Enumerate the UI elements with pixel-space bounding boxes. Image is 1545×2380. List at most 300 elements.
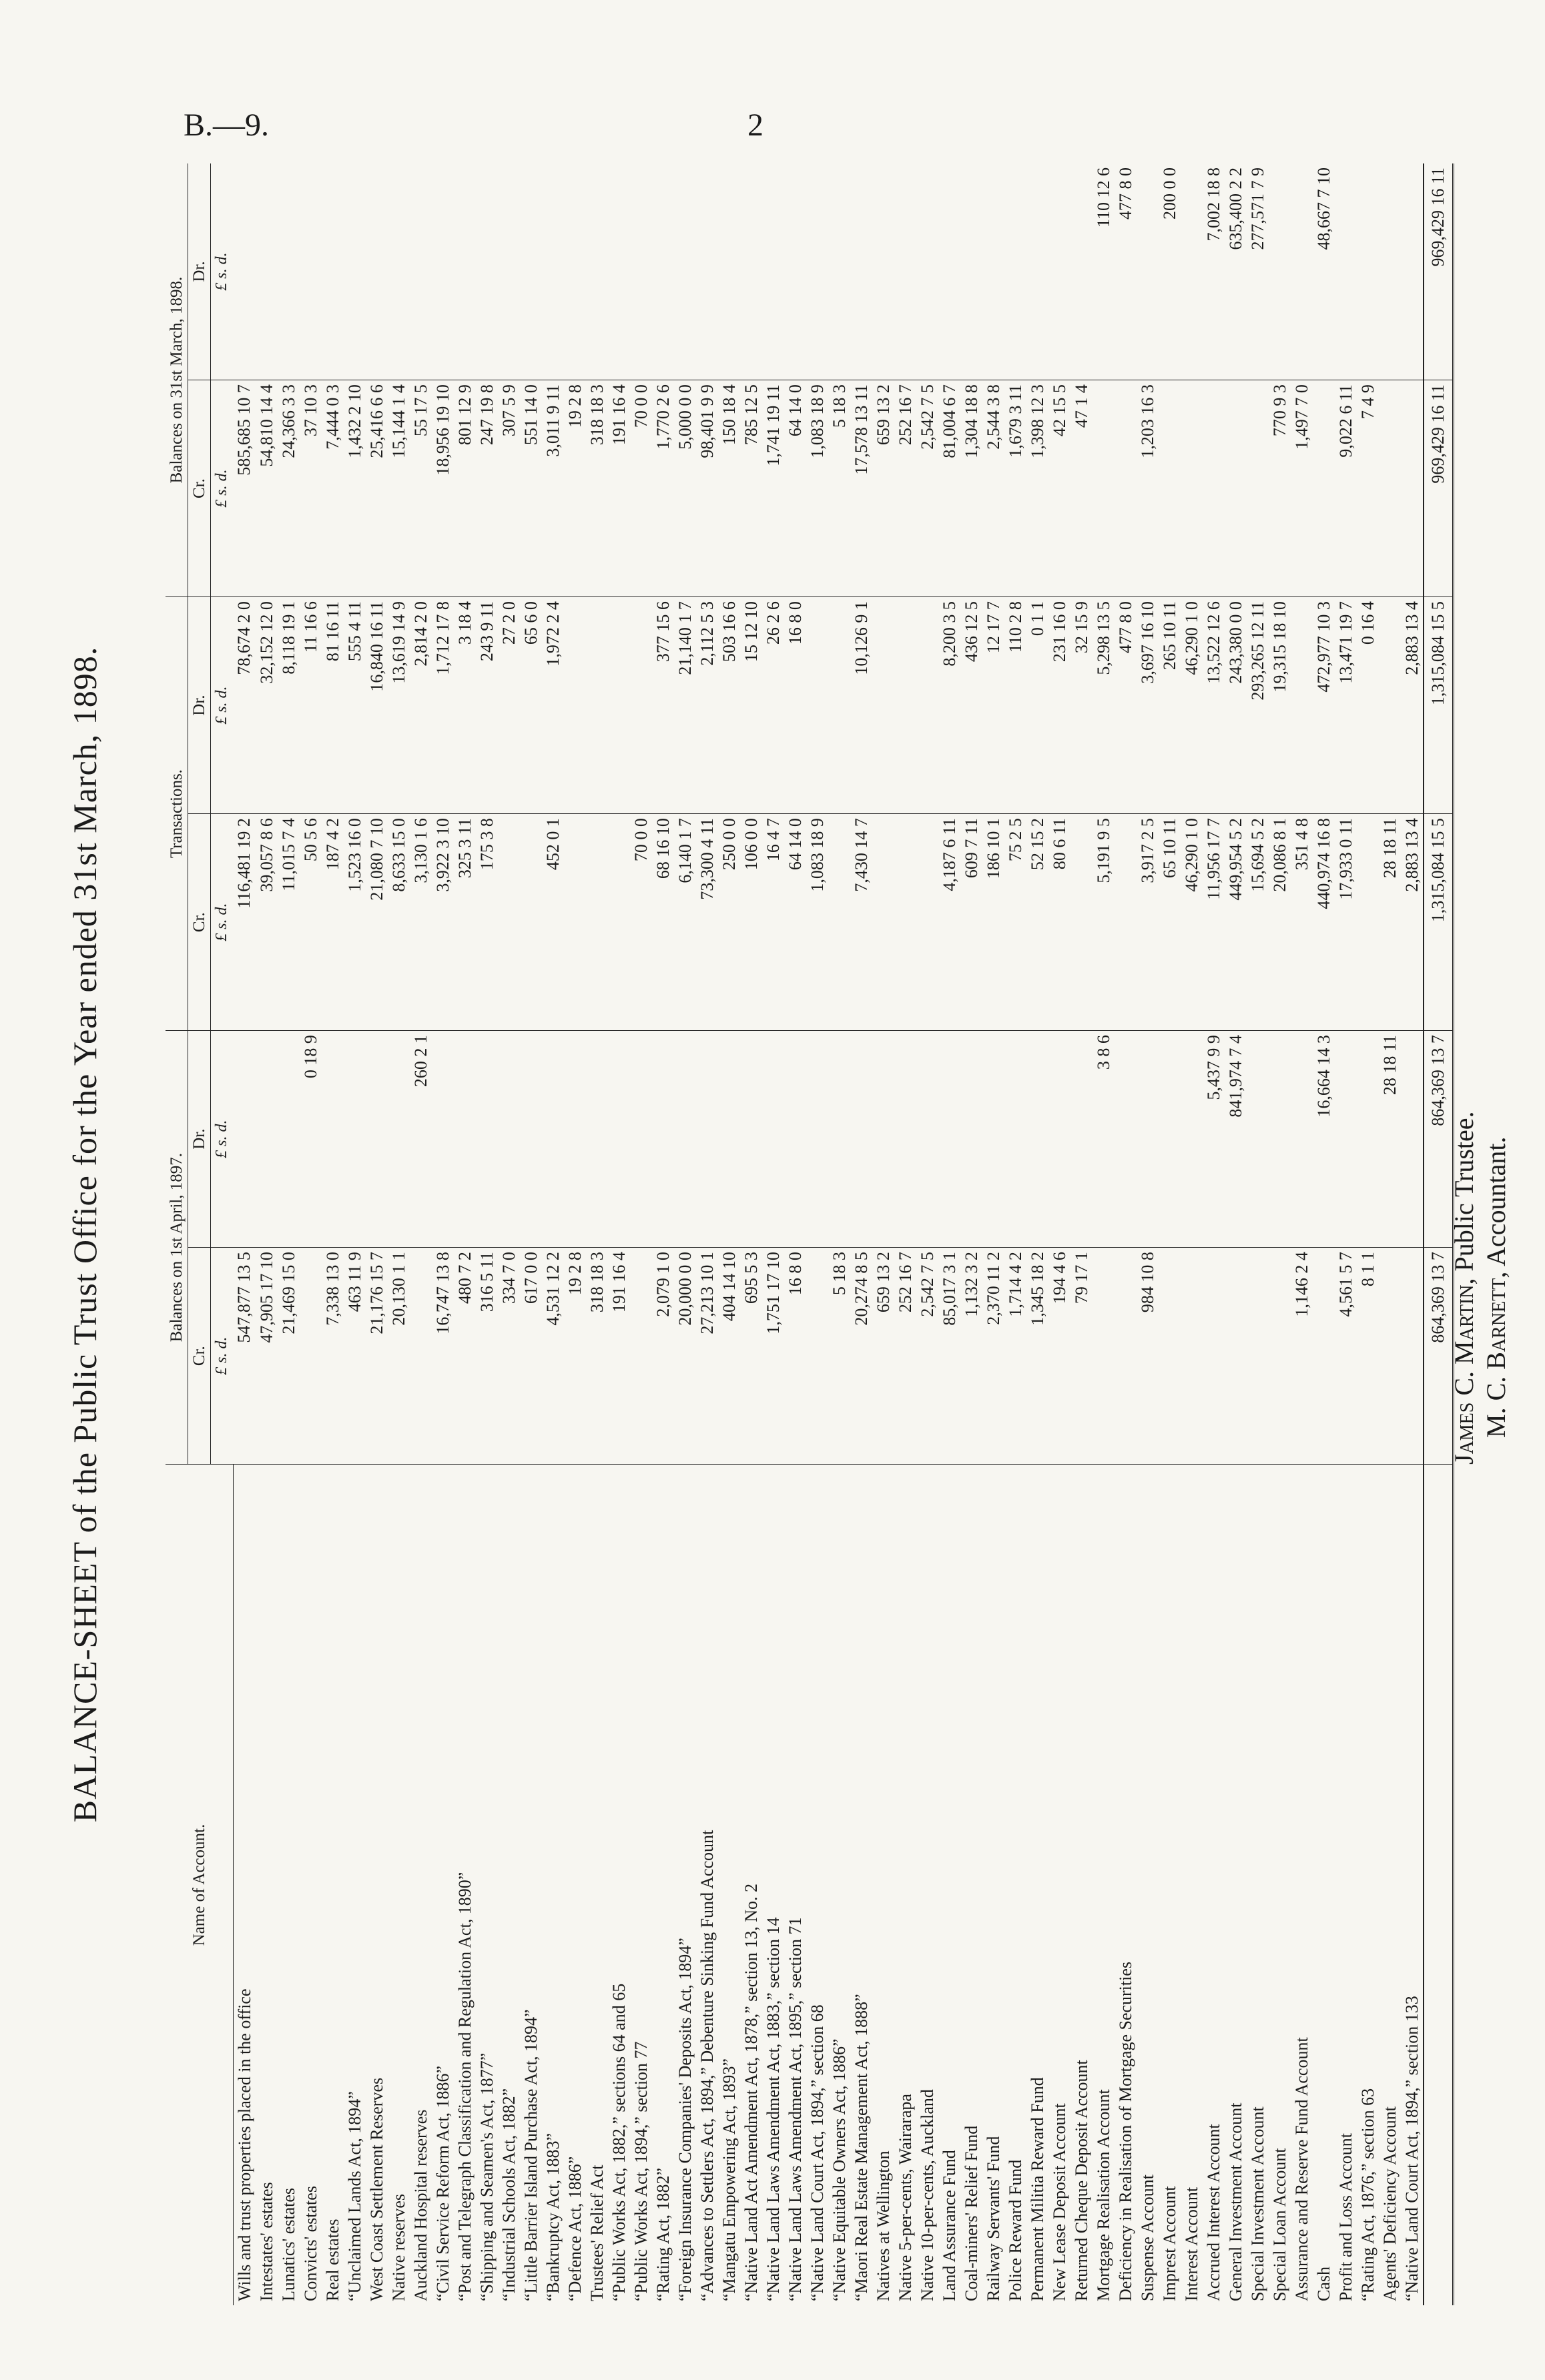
amount-closing-cr: 5,000 0 0	[674, 380, 696, 597]
account-name: Railway Servants' Fund	[982, 1465, 1004, 2305]
table-row	[233, 163, 256, 2305]
amount-transactions-cr: 3,917 2 5	[1137, 814, 1159, 1031]
units-label: £ s. d.	[211, 1031, 234, 1248]
amount-opening-cr	[630, 1248, 652, 1465]
amount-opening-dr	[652, 1031, 674, 1248]
amount-opening-dr	[1247, 1031, 1269, 1248]
amount-closing-cr: 801 12 9	[454, 380, 476, 597]
amount-opening-cr	[1247, 1248, 1269, 1465]
amount-closing-dr: 277,571 7 9	[1247, 163, 1269, 380]
account-name: “Native Land Laws Amendment Act, 1895,” section 71	[784, 1465, 806, 2305]
table-row	[256, 163, 278, 2305]
table-row	[586, 163, 608, 2305]
amount-transactions-dr: 13,522 12 6	[1203, 597, 1225, 814]
amount-opening-cr: 21,469 15 0	[278, 1248, 300, 1465]
amount-opening-dr	[1269, 1031, 1291, 1248]
amount-transactions-dr: 15 12 10	[740, 597, 762, 814]
account-name: New Lease Deposit Account	[1048, 1465, 1070, 2305]
table-row	[542, 163, 564, 2305]
amount-transactions-dr: 26 2 6	[762, 597, 784, 814]
amount-opening-cr: 463 11 9	[344, 1248, 366, 1465]
amount-closing-cr: 1,432 2 10	[344, 380, 366, 597]
amount-transactions-dr	[872, 597, 894, 814]
amount-closing-dr: 200 0 0	[1159, 163, 1181, 380]
table-row	[1159, 163, 1181, 2305]
amount-opening-dr	[850, 1031, 872, 1248]
account-name: “Native Land Act Amendment Act, 1878,” section 13, No. 2	[740, 1465, 762, 2305]
amount-transactions-cr: 16 4 7	[762, 814, 784, 1031]
amount-opening-cr: 19 2 8	[564, 1248, 586, 1465]
table-row	[652, 163, 674, 2305]
amount-closing-dr	[938, 163, 960, 380]
amount-closing-dr	[608, 163, 630, 380]
amount-opening-cr: 8 1 1	[1357, 1248, 1379, 1465]
amount-transactions-dr: 46,290 1 0	[1181, 597, 1203, 814]
amount-closing-dr	[322, 163, 344, 380]
table-row	[564, 163, 586, 2305]
amount-closing-dr	[960, 163, 982, 380]
account-name: “Civil Service Reform Act, 1886”	[432, 1465, 454, 2305]
subheader-cr: Cr.	[188, 380, 211, 597]
total-closing-dr: 969,429 16 11	[1424, 163, 1454, 380]
table-row	[1004, 163, 1026, 2305]
amount-opening-dr	[740, 1031, 762, 1248]
account-name: Returned Cheque Deposit Account	[1070, 1465, 1093, 2305]
table-row	[410, 163, 432, 2305]
table-row	[762, 163, 784, 2305]
amount-transactions-dr: 3 18 4	[454, 597, 476, 814]
account-name: Permanent Militia Reward Fund	[1026, 1465, 1048, 2305]
amount-opening-cr: 4,561 5 7	[1335, 1248, 1357, 1465]
account-name: “Advances to Settlers Act, 1894,” Debenture Sinking Fund Account	[696, 1465, 718, 2305]
amount-transactions-dr	[828, 597, 850, 814]
amount-transactions-dr	[916, 597, 938, 814]
table-row	[1247, 163, 1269, 2305]
amount-closing-cr: 1,398 12 3	[1026, 380, 1048, 597]
amount-opening-dr	[388, 1031, 410, 1248]
amount-opening-dr: 16,664 14 3	[1313, 1031, 1335, 1248]
amount-transactions-dr	[806, 597, 828, 814]
subheader-cr: Cr.	[188, 1248, 211, 1465]
amount-transactions-cr: 11,015 7 4	[278, 814, 300, 1031]
amount-closing-cr: 659 13 2	[872, 380, 894, 597]
account-name: Special Loan Account	[1269, 1465, 1291, 2305]
amount-transactions-dr: 503 16 6	[718, 597, 740, 814]
amount-transactions-cr	[608, 814, 630, 1031]
subheader-dr: Dr.	[188, 597, 211, 814]
table-row	[630, 163, 652, 2305]
amount-transactions-dr	[894, 597, 916, 814]
table-row	[1093, 163, 1115, 2305]
table-row	[1026, 163, 1048, 2305]
signatory-role: Accountant.	[1481, 1136, 1511, 1266]
amount-closing-dr	[916, 163, 938, 380]
account-name: “Foreign Insurance Companies' Deposits Act, 1894”	[674, 1465, 696, 2305]
amount-opening-dr	[454, 1031, 476, 1248]
amount-opening-cr	[1401, 1248, 1424, 1465]
account-name: Special Investment Account	[1247, 1465, 1269, 2305]
account-name: Wills and trust properties placed in the office	[233, 1465, 256, 2305]
table-row	[1357, 163, 1379, 2305]
balance-sheet-table	[166, 163, 1454, 2305]
amount-transactions-cr: 20,086 8 1	[1269, 814, 1291, 1031]
amount-opening-cr: 659 13 2	[872, 1248, 894, 1465]
amount-closing-cr: 47 1 4	[1070, 380, 1093, 597]
amount-closing-dr	[476, 163, 498, 380]
amount-closing-dr	[696, 163, 718, 380]
amount-transactions-cr: 452 0 1	[542, 814, 564, 1031]
amount-opening-cr: 20,130 1 1	[388, 1248, 410, 1465]
amount-closing-dr	[278, 163, 300, 380]
table-row	[828, 163, 850, 2305]
amount-closing-dr	[366, 163, 388, 380]
amount-closing-cr: 70 0 0	[630, 380, 652, 597]
amount-transactions-cr: 39,057 8 6	[256, 814, 278, 1031]
amount-closing-cr	[1115, 380, 1137, 597]
document-title: BALANCE-SHEET of the Public Trust Office for the Year ended 31st March, 1898.	[66, 646, 103, 1823]
amount-opening-dr	[564, 1031, 586, 1248]
amount-closing-dr	[300, 163, 322, 380]
units-label: £ s. d.	[211, 597, 234, 814]
amount-closing-cr: 19 2 8	[564, 380, 586, 597]
amount-closing-dr	[388, 163, 410, 380]
amount-opening-cr: 480 7 2	[454, 1248, 476, 1465]
amount-closing-dr	[652, 163, 674, 380]
amount-transactions-dr: 27 2 0	[498, 597, 520, 814]
table-row	[476, 163, 498, 2305]
amount-transactions-dr: 32 15 9	[1070, 597, 1093, 814]
account-name: Mortgage Realisation Account	[1093, 1465, 1115, 2305]
amount-closing-cr: 1,304 18 8	[960, 380, 982, 597]
amount-transactions-cr: 73,300 4 11	[696, 814, 718, 1031]
account-name: “Native Land Court Act, 1894,” section 133	[1401, 1465, 1424, 2305]
amount-transactions-cr: 2,883 13 4	[1401, 814, 1424, 1031]
amount-opening-dr	[762, 1031, 784, 1248]
amount-opening-cr	[1159, 1248, 1181, 1465]
amount-transactions-cr: 15,694 5 2	[1247, 814, 1269, 1031]
amount-closing-cr: 1,497 7 0	[1291, 380, 1313, 597]
amount-closing-dr	[894, 163, 916, 380]
amount-closing-cr: 191 16 4	[608, 380, 630, 597]
amount-opening-dr	[872, 1031, 894, 1248]
signatures	[1448, 1111, 1512, 1465]
amount-transactions-dr: 8,200 3 5	[938, 597, 960, 814]
amount-transactions-cr: 609 7 11	[960, 814, 982, 1031]
amount-opening-cr: 27,213 10 1	[696, 1248, 718, 1465]
amount-transactions-dr: 11 16 6	[300, 597, 322, 814]
amount-transactions-cr: 3,922 3 10	[432, 814, 454, 1031]
amount-closing-cr: 247 19 8	[476, 380, 498, 597]
table-row	[850, 163, 872, 2305]
table-row	[1401, 163, 1424, 2305]
amount-transactions-cr: 6,140 1 7	[674, 814, 696, 1031]
amount-transactions-dr: 13,619 14 9	[388, 597, 410, 814]
account-name: Accrued Interest Account	[1203, 1465, 1225, 2305]
amount-closing-dr	[520, 163, 542, 380]
amount-transactions-cr: 65 10 11	[1159, 814, 1181, 1031]
amount-transactions-dr: 16 8 0	[784, 597, 806, 814]
amount-opening-dr	[278, 1031, 300, 1248]
amount-transactions-dr: 293,265 12 11	[1247, 597, 1269, 814]
amount-opening-dr	[322, 1031, 344, 1248]
amount-transactions-dr: 10,126 9 1	[850, 597, 872, 814]
amount-closing-dr	[564, 163, 586, 380]
amount-closing-dr	[674, 163, 696, 380]
amount-transactions-cr: 8,633 15 0	[388, 814, 410, 1031]
amount-transactions-dr: 2,883 13 4	[1401, 597, 1424, 814]
amount-closing-cr: 98,401 9 9	[696, 380, 718, 597]
amount-transactions-cr: 50 5 6	[300, 814, 322, 1031]
amount-transactions-dr: 0 16 4	[1357, 597, 1379, 814]
amount-closing-cr	[1203, 380, 1225, 597]
amount-closing-cr: 9,022 6 11	[1335, 380, 1357, 597]
amount-transactions-dr: 78,674 2 0	[233, 597, 256, 814]
amount-opening-cr: 1,345 18 2	[1026, 1248, 1048, 1465]
amount-opening-dr: 841,974 7 4	[1225, 1031, 1247, 1248]
amount-transactions-cr: 3,130 1 6	[410, 814, 432, 1031]
amount-transactions-dr: 555 4 11	[344, 597, 366, 814]
units-label: £ s. d.	[211, 380, 234, 597]
amount-opening-cr	[1093, 1248, 1115, 1465]
account-name: Convicts' estates	[300, 1465, 322, 2305]
amount-opening-cr	[1379, 1248, 1401, 1465]
units-label: £ s. d.	[211, 163, 234, 380]
amount-transactions-cr	[1115, 814, 1137, 1031]
amount-closing-cr: 37 10 3	[300, 380, 322, 597]
amount-transactions-dr: 2,814 2 0	[410, 597, 432, 814]
amount-transactions-dr	[564, 597, 586, 814]
amount-opening-dr	[1048, 1031, 1070, 1248]
amount-opening-cr: 7,338 13 0	[322, 1248, 344, 1465]
table-row	[1181, 163, 1203, 2305]
amount-closing-cr: 3,011 9 11	[542, 380, 564, 597]
group-header-transactions: Transactions.	[166, 597, 188, 1031]
amount-opening-dr	[1026, 1031, 1048, 1248]
amount-opening-dr	[1070, 1031, 1093, 1248]
page-number: 2	[747, 107, 763, 143]
amount-opening-dr	[960, 1031, 982, 1248]
amount-opening-cr: 547,877 13 5	[233, 1248, 256, 1465]
amount-opening-cr: 617 0 0	[520, 1248, 542, 1465]
amount-closing-dr	[1401, 163, 1424, 380]
amount-opening-cr: 191 16 4	[608, 1248, 630, 1465]
account-name: Suspense Account	[1137, 1465, 1159, 2305]
table-row	[278, 163, 300, 2305]
table-row	[1203, 163, 1225, 2305]
amount-opening-dr	[432, 1031, 454, 1248]
account-name: Lunatics' estates	[278, 1465, 300, 2305]
amount-closing-dr	[1137, 163, 1159, 380]
amount-opening-dr	[938, 1031, 960, 1248]
amount-transactions-cr: 106 0 0	[740, 814, 762, 1031]
amount-transactions-cr: 186 10 1	[982, 814, 1004, 1031]
amount-opening-dr: 5,437 9 9	[1203, 1031, 1225, 1248]
amount-closing-dr	[410, 163, 432, 380]
table-row	[784, 163, 806, 2305]
amount-transactions-dr: 477 8 0	[1115, 597, 1137, 814]
amount-opening-cr: 79 17 1	[1070, 1248, 1093, 1465]
amount-opening-dr	[476, 1031, 498, 1248]
amount-transactions-dr: 1,972 2 4	[542, 597, 564, 814]
account-name: Profit and Loss Account	[1335, 1465, 1357, 2305]
account-name: Interest Account	[1181, 1465, 1203, 2305]
account-name: Police Reward Fund	[1004, 1465, 1026, 2305]
amount-transactions-cr: 52 15 2	[1026, 814, 1048, 1031]
account-name: Auckland Hospital reserves	[410, 1465, 432, 2305]
amount-opening-cr: 252 16 7	[894, 1248, 916, 1465]
amount-opening-cr	[1181, 1248, 1203, 1465]
amount-closing-dr	[806, 163, 828, 380]
total-opening-cr: 864,369 13 7	[1424, 1248, 1454, 1465]
amount-opening-dr	[1291, 1031, 1313, 1248]
amount-closing-dr	[1004, 163, 1026, 380]
amount-transactions-cr	[916, 814, 938, 1031]
amount-closing-dr	[233, 163, 256, 380]
amount-closing-dr	[1379, 163, 1401, 380]
table-row	[300, 163, 322, 2305]
amount-transactions-cr	[828, 814, 850, 1031]
amount-transactions-cr: 17,933 0 11	[1335, 814, 1357, 1031]
amount-transactions-dr: 231 16 0	[1048, 597, 1070, 814]
amount-closing-dr	[1070, 163, 1093, 380]
account-name: “Little Barrier Island Purchase Act, 1894”	[520, 1465, 542, 2305]
account-name: “Bankruptcy Act, 1883”	[542, 1465, 564, 2305]
account-rows	[233, 163, 1424, 2305]
amount-opening-cr: 16 8 0	[784, 1248, 806, 1465]
account-name: Agents' Deficiency Account	[1379, 1465, 1401, 2305]
amount-opening-dr	[1401, 1031, 1424, 1248]
amount-opening-cr: 20,274 8 5	[850, 1248, 872, 1465]
amount-closing-cr	[1379, 380, 1401, 597]
amount-transactions-cr: 7,430 14 7	[850, 814, 872, 1031]
table-row	[1115, 163, 1137, 2305]
total-transactions-dr: 1,315,084 15 5	[1424, 597, 1454, 814]
amount-opening-cr: 4,531 12 2	[542, 1248, 564, 1465]
amount-opening-dr	[696, 1031, 718, 1248]
account-name: Trustees' Relief Act	[586, 1465, 608, 2305]
account-name: Imprest Account	[1159, 1465, 1181, 2305]
table-row	[366, 163, 388, 2305]
account-name: “Shipping and Seamen's Act, 1877”	[476, 1465, 498, 2305]
account-name: Real estates	[322, 1465, 344, 2305]
account-name: “Rating Act, 1876,” section 63	[1357, 1465, 1379, 2305]
table-row	[872, 163, 894, 2305]
group-header-opening: Balances on 1st April, 1897.	[166, 1031, 188, 1465]
signatory-name: M. C. Barnett,	[1481, 1271, 1511, 1438]
amount-opening-dr	[520, 1031, 542, 1248]
amount-opening-cr: 334 7 0	[498, 1248, 520, 1465]
amount-opening-dr	[1137, 1031, 1159, 1248]
amount-opening-dr	[982, 1031, 1004, 1248]
amount-transactions-cr: 68 16 10	[652, 814, 674, 1031]
table-row	[1048, 163, 1070, 2305]
amount-opening-cr	[1203, 1248, 1225, 1465]
amount-transactions-cr: 449,954 5 2	[1225, 814, 1247, 1031]
signature-accountant	[1480, 1111, 1512, 1465]
amount-closing-dr	[1269, 163, 1291, 380]
units-label: £ s. d.	[211, 814, 234, 1031]
amount-closing-cr: 25,416 6 6	[366, 380, 388, 597]
amount-closing-cr: 770 9 3	[1269, 380, 1291, 597]
table-row	[608, 163, 630, 2305]
amount-closing-cr: 7 4 9	[1357, 380, 1379, 597]
amount-closing-dr	[850, 163, 872, 380]
amount-opening-cr: 5 18 3	[828, 1248, 850, 1465]
amount-closing-cr	[1159, 380, 1181, 597]
amount-closing-dr	[762, 163, 784, 380]
amount-transactions-dr: 1,712 17 8	[432, 597, 454, 814]
amount-closing-dr	[454, 163, 476, 380]
amount-closing-cr	[1225, 380, 1247, 597]
amount-transactions-dr: 8,118 19 1	[278, 597, 300, 814]
table-row	[322, 163, 344, 2305]
amount-opening-cr: 1,751 17 10	[762, 1248, 784, 1465]
amount-transactions-dr: 3,697 16 10	[1137, 597, 1159, 814]
amount-opening-dr	[1115, 1031, 1137, 1248]
amount-opening-cr	[1269, 1248, 1291, 1465]
table-row	[916, 163, 938, 2305]
amount-opening-dr	[256, 1031, 278, 1248]
amount-opening-dr	[916, 1031, 938, 1248]
amount-transactions-dr: 2,112 5 3	[696, 597, 718, 814]
subheader-dr: Dr.	[188, 1031, 211, 1248]
amount-transactions-cr: 116,481 19 2	[233, 814, 256, 1031]
amount-closing-dr	[740, 163, 762, 380]
amount-opening-cr: 404 14 10	[718, 1248, 740, 1465]
amount-closing-dr	[586, 163, 608, 380]
amount-transactions-dr: 19,315 18 10	[1269, 597, 1291, 814]
amount-transactions-dr	[1379, 597, 1401, 814]
account-name: “Rating Act, 1882”	[652, 1465, 674, 2305]
amount-transactions-cr: 1,523 16 0	[344, 814, 366, 1031]
amount-closing-cr: 252 16 7	[894, 380, 916, 597]
amount-opening-cr	[1115, 1248, 1137, 1465]
amount-opening-dr	[498, 1031, 520, 1248]
amount-closing-dr	[1357, 163, 1379, 380]
account-name: Native 5-per-cents, Wairarapa	[894, 1465, 916, 2305]
amount-transactions-dr: 377 15 6	[652, 597, 674, 814]
amount-transactions-cr	[564, 814, 586, 1031]
amount-closing-cr	[1247, 380, 1269, 597]
amount-closing-cr: 81,004 6 7	[938, 380, 960, 597]
amount-opening-dr	[718, 1031, 740, 1248]
table-row	[1137, 163, 1159, 2305]
amount-closing-cr: 54,810 14 4	[256, 380, 278, 597]
table-row	[1291, 163, 1313, 2305]
account-name: “Maori Real Estate Management Act, 1888”	[850, 1465, 872, 2305]
amount-closing-dr	[1335, 163, 1357, 380]
table-row	[894, 163, 916, 2305]
amount-transactions-cr	[586, 814, 608, 1031]
amount-transactions-cr: 325 3 11	[454, 814, 476, 1031]
amount-transactions-dr: 5,298 13 5	[1093, 597, 1115, 814]
amount-opening-dr	[1004, 1031, 1026, 1248]
amount-opening-dr	[1181, 1031, 1203, 1248]
amount-opening-cr: 984 10 8	[1137, 1248, 1159, 1465]
amount-transactions-cr: 1,083 18 9	[806, 814, 828, 1031]
amount-opening-cr	[410, 1248, 432, 1465]
amount-transactions-dr: 110 2 8	[1004, 597, 1026, 814]
name-of-account-header: Name of Account.	[166, 1465, 233, 2305]
signatory-name: James C. Martin,	[1449, 1278, 1479, 1465]
amount-closing-dr: 48,667 7 10	[1313, 163, 1335, 380]
subheader-dr: Dr.	[188, 163, 211, 380]
amount-opening-cr	[806, 1248, 828, 1465]
account-name: Assurance and Reserve Fund Account	[1291, 1465, 1313, 2305]
amount-closing-cr: 1,741 19 11	[762, 380, 784, 597]
amount-opening-dr	[586, 1031, 608, 1248]
account-name: “Native Equitable Owners Act, 1886”	[828, 1465, 850, 2305]
